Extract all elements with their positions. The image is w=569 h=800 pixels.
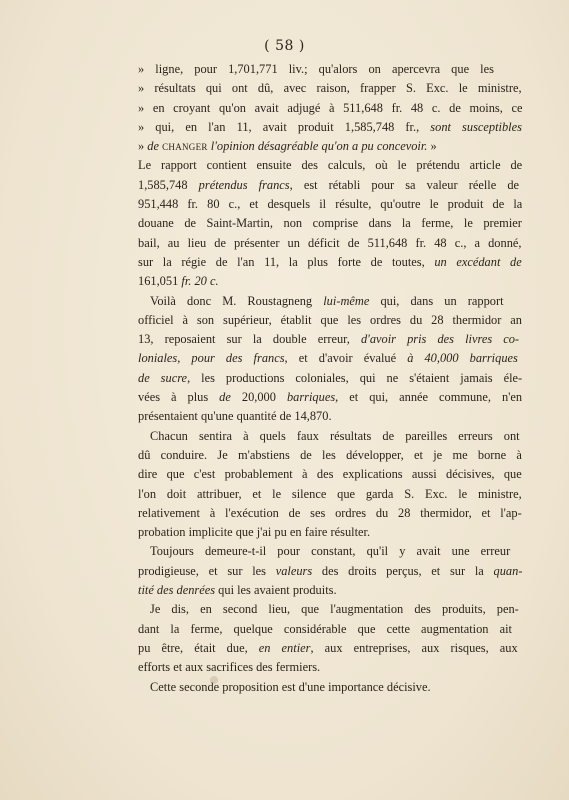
text-segment: quan- (493, 563, 522, 578)
text-segment: , les productions coloniales, qui ne s'étaient jamais éle- (187, 370, 522, 385)
body-text (138, 60, 522, 697)
text-line (138, 330, 522, 349)
text-segment: 161,051 (138, 274, 182, 289)
text-segment: dû conduire. Je m'abstiens de les développer, et je me borne à (138, 447, 522, 462)
text-segment: qui les avaient produits. (215, 583, 337, 598)
paragraph (138, 60, 522, 156)
text-line (138, 369, 522, 388)
text-line (138, 600, 522, 619)
text-segment: changer (162, 139, 208, 154)
text-segment: des droits perçus, et sur la (312, 563, 494, 578)
text-line (138, 562, 522, 581)
text-segment: valeurs (275, 563, 313, 578)
text-line (138, 523, 522, 542)
text-line (138, 504, 522, 523)
paragraph (138, 678, 522, 697)
text-segment: prétendus francs (198, 177, 290, 192)
text-segment: à 40,000 barriques (407, 351, 518, 366)
text-line (138, 118, 522, 137)
text-segment: Chacun sentira à quels faux résultats de pareilles erreurs ont (150, 428, 520, 443)
text-line (138, 581, 522, 600)
text-line (138, 485, 522, 504)
text-line (138, 195, 522, 214)
paragraph (138, 600, 522, 677)
text-segment: 951,448 fr. 80 c., et desquels il résulte, qu'outre le produit de la (138, 197, 522, 212)
text-segment: un excédant de (434, 254, 522, 269)
text-line (138, 407, 522, 426)
text-segment: douane de Saint-Martin, non comprise dans la ferme, le premier (138, 216, 522, 231)
text-segment: Le rapport contient ensuite des calculs, où le prétendu article de (138, 158, 522, 173)
text-segment: lui-même (323, 293, 370, 308)
text-segment: pu être, était due, (138, 640, 259, 655)
text-line (138, 542, 522, 561)
text-segment: , et qui, année commune, n'en (335, 390, 522, 405)
text-segment: , aux entreprises, aux risques, aux (310, 640, 518, 655)
text-segment: prodigieuse, et sur les (138, 563, 276, 578)
text-segment: dant la ferme, quelque considérable que cette augmentation ait (138, 621, 512, 636)
text-segment: tité des denrées (138, 583, 216, 598)
text-segment: de sucre (138, 370, 188, 385)
text-line (138, 214, 522, 233)
text-segment: 13, reposaient sur la double erreur, (138, 332, 361, 347)
paragraph (138, 542, 522, 600)
text-segment: officiel à son supérieur, établit que les ordres du 28 thermidor an (138, 312, 522, 327)
paragraph (138, 427, 522, 543)
text-segment: » qui, en l'an 11, avait produit 1,585,748 fr., (138, 119, 431, 134)
text-segment: bail, au lieu de présenter un déficit de 511,648 fr. 48 c., a donné, (138, 235, 522, 250)
text-segment: sur la régie de l'an 11, la plus forte de toutes, (138, 254, 435, 269)
text-line (138, 620, 522, 639)
text-line (138, 388, 522, 407)
text-segment: » (427, 139, 437, 154)
text-segment: vées à plus (138, 390, 220, 405)
text-segment: sont susceptibles (430, 119, 522, 134)
text-line (138, 658, 522, 677)
text-segment: relativement à l'exécution de ses ordres du 28 thermidor, et l'ap- (138, 505, 522, 520)
text-segment: de (147, 139, 163, 154)
text-segment: efforts et aux sacrifices des fermiers. (138, 660, 321, 675)
text-segment: » ligne, pour 1,701,771 liv.; qu'alors on apercevra que les (138, 62, 494, 76)
text-line (138, 79, 522, 98)
text-segment: probation implicite que j'ai pu en faire résulter. (138, 525, 371, 540)
text-segment: barriques (286, 390, 336, 405)
text-segment: » résultats qui ont dû, avec raison, frapper S. Exc. le ministre, (138, 81, 522, 96)
text-segment: » en croyant qu'on avait adjugé à 511,648 fr. 48 c. de moins, ce (138, 100, 522, 115)
text-segment: , et d'avoir évalué (284, 351, 408, 366)
text-segment: Cette seconde proposition est d'une importance décisive. (150, 679, 431, 694)
text-line (138, 234, 522, 253)
text-segment: de (219, 390, 231, 405)
text-line (138, 639, 522, 658)
text-segment: l'opinion désagréable qu'on a pu concevoir. (207, 139, 428, 154)
text-segment: fr. 20 c. (181, 274, 219, 289)
text-segment: dire que c'est probablement à des explications aussi décisives, que (138, 467, 522, 482)
text-line (138, 253, 522, 272)
text-line (138, 272, 522, 291)
text-segment: qui, dans un rapport (369, 293, 504, 308)
text-line (138, 99, 522, 118)
ink-stain (210, 676, 218, 684)
text-line (138, 137, 522, 156)
text-line (138, 311, 522, 330)
text-line (138, 465, 522, 484)
text-segment: l'on doit attribuer, et le silence que garda S. Exc. le ministre, (138, 486, 522, 501)
text-line (138, 446, 522, 465)
text-segment: loniales, pour des francs (138, 351, 285, 366)
text-segment: , est rétabli pour sa valeur réelle de (289, 177, 520, 192)
text-line (138, 60, 522, 79)
paragraph (138, 292, 522, 427)
text-segment: Je dis, en second lieu, que l'augmentation des produits, pen- (150, 602, 519, 617)
text-segment: présentaient qu'une quantité de 14,870. (138, 409, 332, 424)
text-line (138, 427, 522, 446)
text-segment: 20,000 (230, 390, 287, 405)
text-line (138, 292, 522, 311)
text-segment: Voilà donc M. Roustagneng (150, 293, 324, 308)
text-segment: » (138, 139, 148, 154)
text-segment: 1,585,748 (138, 177, 199, 192)
text-segment: en entier (258, 640, 311, 655)
text-segment: Toujours demeure-t-il pour constant, qu'il y avait une erreur (150, 544, 511, 559)
text-line (138, 349, 522, 368)
text-line (138, 678, 522, 697)
paragraph (138, 156, 522, 291)
text-segment: d'avoir pris des livres co- (360, 332, 520, 347)
page-number: ( 58 ) (264, 38, 305, 54)
text-line (138, 176, 522, 195)
text-line (138, 156, 522, 175)
